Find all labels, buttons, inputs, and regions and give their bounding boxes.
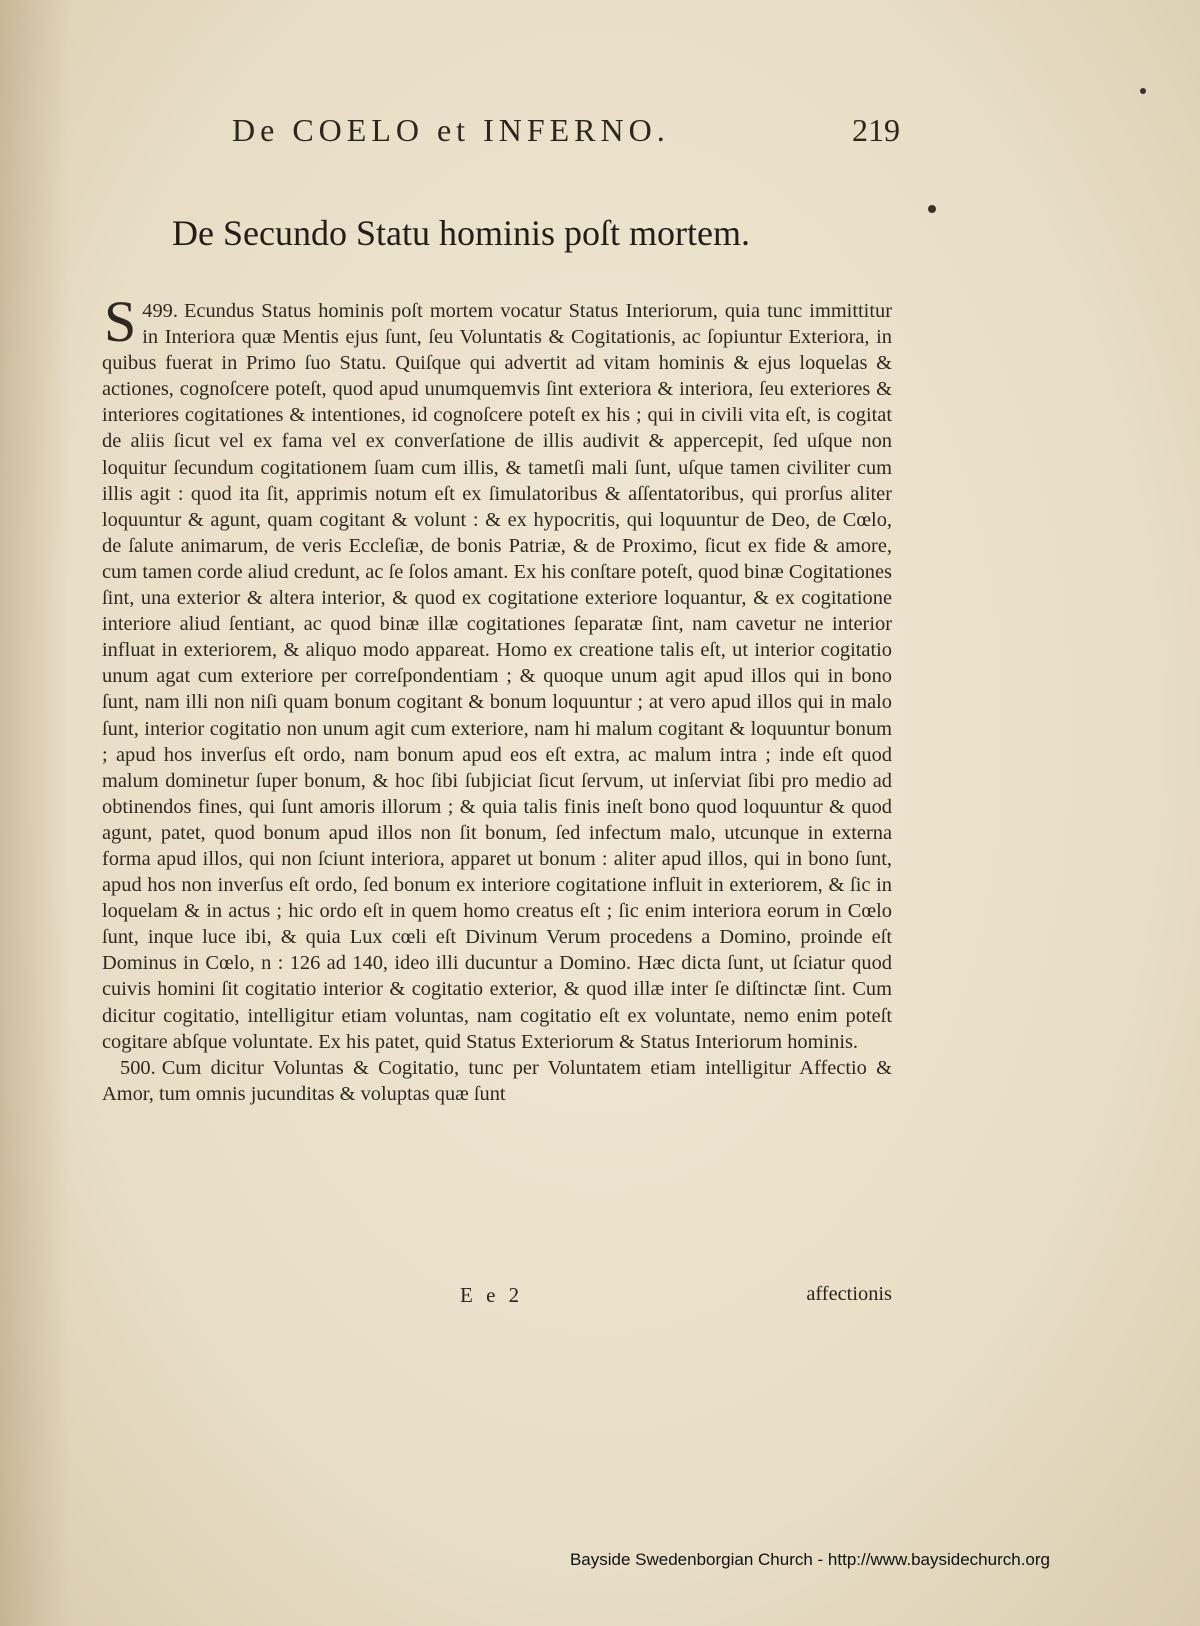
drop-cap: S [104, 289, 137, 354]
chapter-title: De Secundo Statu hominis poſt mortem. [172, 213, 750, 253]
page-number: 219 [852, 112, 900, 148]
page-footer [102, 1283, 892, 1313]
ink-speck [928, 205, 936, 213]
site-watermark: Bayside Swedenborgian Church - http://www.baysidechurch.org [569, 1550, 1050, 1569]
paragraph-number: 500. [120, 1056, 156, 1079]
paragraph-499 [102, 289, 892, 1055]
catchword: affectionis [806, 1283, 892, 1305]
running-head: De COELO et INFERNO. [232, 112, 670, 148]
paragraph-500 [102, 1055, 892, 1107]
page-edge-shading [0, 0, 70, 1626]
paragraph-text: Ecundus Status hominis poſt mortem vocatur Status Interiorum, quia tunc immittitur in Interiora quæ Mentis ejus ſunt, ſeu Voluntatis & Cogitationis, ac ſopiuntur Exteriora, in quibus fuerat in Primo ſuo Statu. Quiſque qui advertit ad vitam hominis & ejus loquelas & actiones, cognoſcere poteſt, quod apud unumquemvis ſint exteriora & interiora, ſeu exteriores & interiores cogitationes & intentiones, id cognoſcere poteſt ex his ; qui in civili vita eſt, is cogitat de aliis ſicut vel ex fama vel ex converſatione de illis audivit & appercepit, ſed uſque non loquitur ſecundum cogitationem ſuam cum illis, & tametſi mali ſunt, uſque tamen civiliter cum illis agit : quod ita ſit, apprimis notum eſt ex ſimulatoribus & aſſentatoribus, qui prorſus aliter loquuntur & agunt, quam cogitant & volunt : & ex hypocritis, qui loquuntur de Deo, de Cœlo, de ſalute animarum, de veris Eccleſiæ, de bonis Patriæ, & de Proximo, ſicut ex fide & amore, cum tamen corde aliud credunt, ac ſe ſolos amant. Ex his conſtare poteſt, quod binæ Cogitationes ſint, una exterior & altera interior, & quod ex cogitatione exteriore loquantur, & ex cogitatione interiore aliud ſentiant, ac quod binæ illæ cogitationes ſeparatæ ſint, nam cavetur ne interior influat in exteriorem, & aliquo modo appareat. Homo ex creatione talis eſt, ut interior cogitatio unum agat cum exteriore per correſpondentiam ; & quoque unum agit apud illos qui in bono ſunt, nam illi non niſi quam bonum cogitant & bonum loquuntur ; at vero apud illos qui in malo ſunt, interior cogitatio non unum agit cum exteriore, nam hi malum cogitant & loquuntur bonum ; apud hos inverſus eſt ordo, nam bonum apud eos eſt extra, ac malum intra ; inde eſt quod malum dominetur ſuper bonum, & hoc ſibi ſubjiciat ſicut ſervum, ut inſerviat ſibi pro medio ad obtinendos fines, qui ſunt amoris illorum ; & quia talis finis ineſt bono quod loquuntur & quod agunt, patet, quod bonum apud illos non ſit bonum, ſed infectum malo, utcunque in externa forma apud illos, qui non ſciunt interiora, apparet ut bonum : aliter apud illos, qui in bono ſunt, apud hos non inverſus eſt ordo, ſed bonum ex interiore cogitatione influit in exteriorem, & ſic in loquelam & in actus ; hic ordo eſt in quem homo creatus eſt ; ſic enim interiora eorum in Cœlo ſunt, inque luce ibi, & quia Lux cœli eſt Divinum Verum procedens a Domino, proinde eſt Dominus in Cœlo, n : 126 ad 140, ideo illi ducuntur a Domino. Hæc dicta ſunt, ut ſciatur quod cuivis homini ſit cogitatio interior & cogitatio exterior, & quod illæ inter ſe diſtinctæ ſint. Cum dicitur cogitatio, intelligitur etiam voluntas, nam cogitatio eſt ex voluntate, nemo enim poteſt cogitare abſque voluntate. Ex his patet, quid Status Exteriorum & Status Interiorum hominis. [102, 300, 892, 1053]
ink-speck [1140, 88, 1146, 94]
signature-mark: E e 2 [460, 1283, 524, 1307]
body-text [102, 289, 892, 1303]
paragraph-text: Cum dicitur Voluntas & Cogitatio, tunc per Voluntatem etiam intelligitur Affectio & Amor, tum omnis jucunditas & voluptas quæ ſunt [102, 1056, 892, 1105]
page-header [220, 112, 900, 160]
paragraph-number: 499. [142, 300, 178, 322]
